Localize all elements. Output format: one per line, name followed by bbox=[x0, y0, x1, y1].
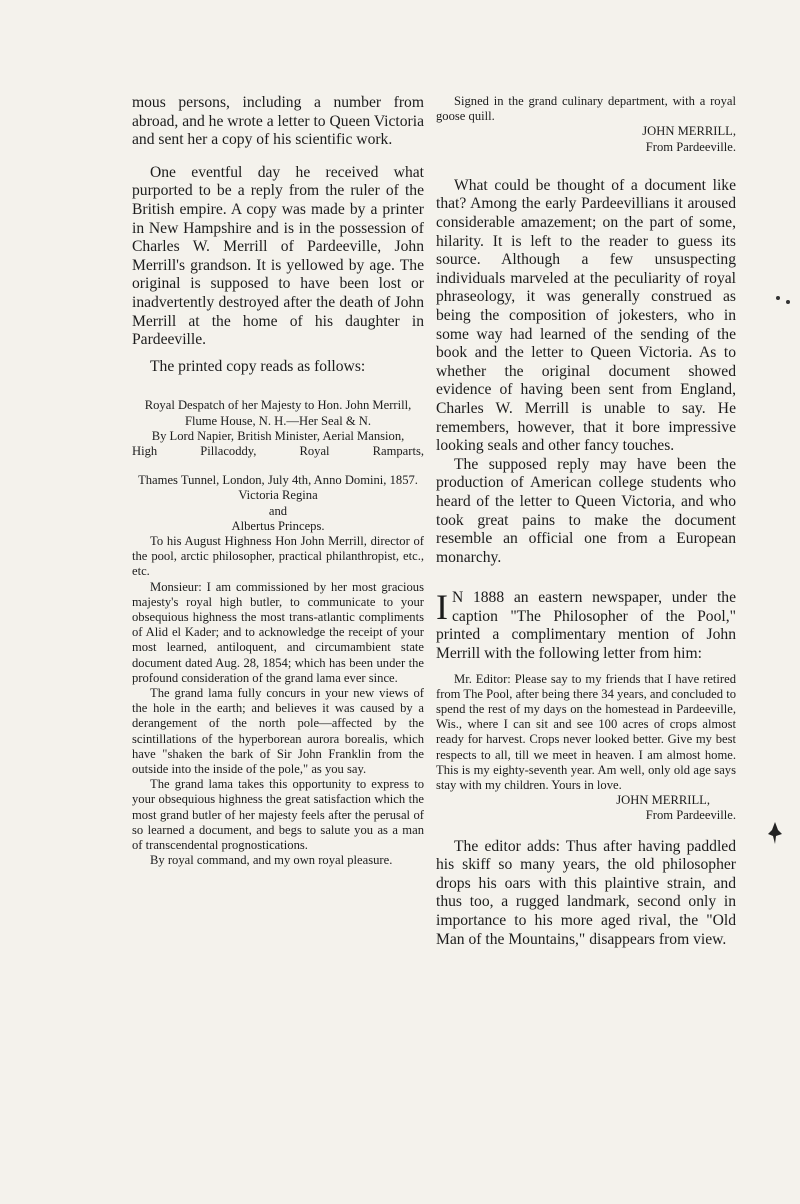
editor-letter: Mr. Editor: Please say to my friends that I have retired from The Pool, after being there 34 years, and concluded to spend the rest of my days on the homestead in Pardeeville, Wis., where I can sit and see 100 acres of crops almost ready for harvest. Crops never looked better. Give my best respects to all, till we meet in heaven. I am almost home. This is my eighty-seventh year. Am well, only old age says stay with my children. Yours in love. bbox=[436, 671, 736, 793]
signature-victoria: JOHN MERRILL, bbox=[642, 124, 736, 139]
left-paragraph-3: The printed copy reads as follows: bbox=[150, 357, 366, 375]
signature-john-merrill: JOHN MERRILL, bbox=[616, 793, 710, 808]
signature-pardeeville: From Pardeeville. bbox=[645, 808, 736, 823]
left-paragraph-1: mous persons, including a number from abroad, and he wrote a letter to Queen Victoria and sent her a copy of his scientific work. bbox=[132, 94, 424, 149]
dispatch-date: Thames Tunnel, London, July 4th, Anno Domini, 1857. bbox=[138, 473, 418, 488]
dispatch-and: and bbox=[268, 503, 288, 518]
dispatch-albertus: Albertus Princeps. bbox=[231, 518, 325, 533]
letter-body-2: The grand lama fully concurs in your new views of the hole in the earth; and believes it was caused by a derangement of the north pole—affected by the scintillations of the hyperborean aurora borealis, which have "shaken the bark of Sir John Franklin from the outside into the inside of the pole," as you say. bbox=[132, 685, 424, 776]
dispatch-ramparts: High Pillacoddy, Royal Ramparts, bbox=[132, 443, 424, 458]
left-column bbox=[132, 94, 424, 868]
drop-cap: I bbox=[436, 587, 448, 628]
dispatch-heading: Royal Despatch of her Majesty to Hon. John Merrill, Flume House, N. H.—Her Seal & N. bbox=[144, 398, 412, 428]
right-column bbox=[436, 94, 736, 949]
letter-address: To his August Highness Hon John Merrill, director of the pool, arctic philosopher, practical philanthropist, etc., etc. bbox=[132, 533, 424, 579]
left-paragraph-2: One eventful day he received what purported to be a reply from the ruler of the British empire. A copy was made by a printer in New Hampshire and is in the possession of Charles W. Merrill of Pardeeville, John Merrill's grandson. It is yellowed by age. The original is supposed to have been lost or inadvertently destroyed after the death of John Merrill at the home of his daughter in Pardeeville. bbox=[132, 163, 424, 349]
right-paragraph-1: What could be thought of a document like that? Among the early Pardeevillians it aroused considerable amazement; on the part of some, hilarity. It is left to the reader to guess its source. Although a few unsuspecting individuals marveled at the peculiarity of royal phraseology, it was generally construed as being the composition of jokesters, who in some way had learned of the sending of the book and the letter to Queen Victoria. As to whether the original document showed evidence of having been sent from England, Charles W. Merrill is unable to say. He remembers, however, that it bore impressive looking seals and other fancy touches. bbox=[436, 176, 736, 455]
section-1888 bbox=[436, 589, 736, 663]
signature-albert: From Pardeeville. bbox=[645, 139, 736, 154]
signed-line: Signed in the grand culinary department, with a royal goose quill. bbox=[436, 94, 736, 124]
letter-body-1: Monsieur: I am commissioned by her most gracious majesty's royal high butler, to communicate to your obsequious highness the most trans-atlantic compliments of Alid el Kader; and to acknowledge the receipt of your most learned, antiloquent, and circumambient state document dated Aug. 28, 1854; which has been under the profound consideration of the grand lama ever since. bbox=[132, 579, 424, 685]
margin-dot-icon bbox=[776, 296, 780, 300]
letter-body-3: The grand lama takes this opportunity to express to your obsequious highness the great satisfaction which the most grand butler of her majesty feels after the perusal of so learned a document, and begs to salute you as a man of transcendental prognostications. bbox=[132, 777, 424, 852]
dispatch-minister: By Lord Napier, British Minister, Aerial Mansion, bbox=[151, 428, 405, 443]
margin-dot-icon bbox=[786, 300, 790, 304]
dispatch-victoria: Victoria Regina bbox=[238, 488, 318, 503]
right-paragraph-4: The editor adds: Thus after having paddled his skiff so many years, the old philosopher drops his oars with this plaintive strain, and thus too, a rugged landmark, second only in importance to his more aged rival, the "Old Man of the Mountains," disappears from view. bbox=[436, 837, 736, 948]
right-paragraph-3: N 1888 an eastern newspaper, under the caption "The Philosopher of the Pool," printed a complimentary mention of John Merrill with the following letter from him: bbox=[436, 589, 736, 663]
right-paragraph-2: The supposed reply may have been the production of American college students who heard of the letter to Queen Victoria, and who took great pains to make the document resemble an official one from a European monarchy. bbox=[436, 455, 736, 566]
margin-mark-icon bbox=[768, 822, 782, 844]
letter-closing: By royal command, and my own royal pleasure. bbox=[150, 853, 393, 868]
